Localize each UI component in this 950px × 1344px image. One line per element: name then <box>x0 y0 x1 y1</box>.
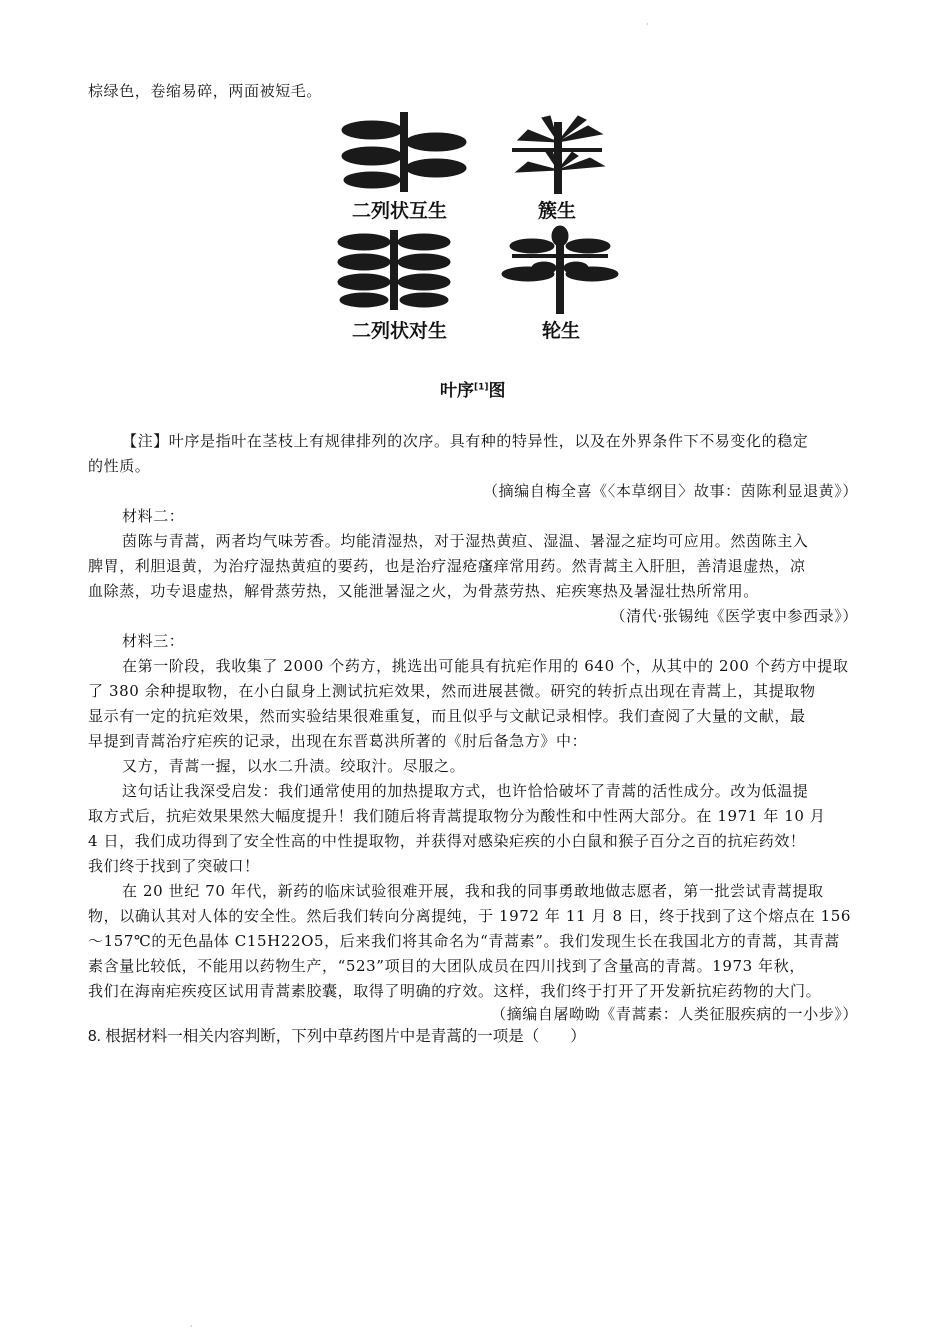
material3-p4-line: 素含量比较低，不能用以药物生产，“523”项目的大团队成员在四川找到了含量高的青蒿。1973 年秋， <box>88 957 805 975</box>
material2-title: 材料二： <box>122 507 185 525</box>
material3-p1-line: 在第一阶段，我收集了 2000 个药方，挑选出可能具有抗疟作用的 640 个，从其中的 200 个药方中提取 <box>122 657 849 675</box>
whorled-drawing <box>502 226 618 314</box>
material3-p3-line: 取方式后，抗疟效果果然大幅度提升！我们随后将青蒿提取物分为酸性和中性两大部分。在 1971 年 10 月 <box>88 807 826 825</box>
scan-dot: · <box>646 20 649 29</box>
material2-line: 茵陈与青蒿，两者均气味芳香。均能清湿热，对于湿热黄疸、湿温、暑湿之症均可应用。然茵陈主入 <box>122 532 809 550</box>
material2-line: 脾胃，利胆退黄，为治疗湿热黄疸的要药，也是治疗湿疮瘙痒常用药。然青蒿主入肝胆，善清退虚热，凉 <box>88 557 806 575</box>
label-opposite-distichous: 二列状对生 <box>352 320 448 342</box>
material3-p1-line: 早提到青蒿治疗疟疾的记录，出现在东晋葛洪所著的《肘后备急方》中： <box>88 732 588 750</box>
material3-p2: 又方，青蒿一握，以水二升渍。绞取汁。尽服之。 <box>122 757 466 775</box>
material3-p3-line: 这句话让我深受启发：我们通常使用的加热提取方式，也许恰恰破坏了青蒿的活性成分。改为低温提 <box>122 782 809 800</box>
note-line-1: 【注】叶序是指叶在茎枝上有规律排列的次序。具有种的特异性，以及在外界条件下不易变化的稳定 <box>122 432 809 450</box>
caption-end: 图 <box>488 381 506 401</box>
top-line: 棕绿色，卷缩易碎，两面被短毛。 <box>88 82 323 100</box>
opposite-distichous-drawing <box>338 230 450 310</box>
leaf-arrangement-figure <box>332 112 622 412</box>
note-line-2: 的性质。 <box>88 457 151 475</box>
material2-source: （清代·张锡纯《医学衷中参西录》） <box>610 607 858 625</box>
question-8: 8. 根据材料一相关内容判断，下列中草药图片中是青蒿的一项是（ ） <box>88 1028 586 1045</box>
material3-title: 材料三： <box>122 632 185 650</box>
material3-p4-line: 在 20 世纪 70 年代，新药的临床试验很难开展，我和我的同事勇敢地做志愿者，第一批尝试青蒿提取 <box>122 882 824 900</box>
caption-main: 叶序 <box>440 381 474 401</box>
label-alternate-distichous: 二列状互生 <box>352 200 448 222</box>
scan-dot: · <box>190 1322 193 1331</box>
material3-p1-line: 了 380 余种提取物，在小白鼠身上测试抗疟效果，然而进展甚微。研究的转折点出现在青蒿上，其提取物 <box>88 682 816 700</box>
label-fascicled: 簇生 <box>538 200 577 222</box>
material3-p4-line: ～157℃的无色晶体 C15H22O5，后来我们将其命名为“青蒿素”。我们发现生长在我国北方的青蒿，其青蒿 <box>88 932 840 950</box>
figure-caption <box>440 376 506 401</box>
material3-p4-line: 物，以确认其对人体的安全性。然后我们转向分离提纯，于 1972 年 11 月 8 日，终于找到了这个熔点在 156 <box>88 907 852 925</box>
material3-p3-line: 我们终于找到了突破口！ <box>88 857 260 875</box>
alternate-distichous-drawing <box>342 112 466 192</box>
note-source: （摘编自梅全喜《〈本草纲目〉故事：茵陈利显退黄》） <box>482 482 858 500</box>
material3-p1-line: 显示有一定的抗疟效果，然而实验结果很难重复，而且似乎与文献记录相悖。我们查阅了大量的文献，最 <box>88 707 806 725</box>
material2-line: 血除蒸，功专退虚热，解骨蒸劳热，又能泄暑湿之火，为骨蒸劳热、疟疾寒热及暑湿壮热所常用。 <box>88 582 759 600</box>
fascicled-drawing <box>512 116 604 194</box>
material3-p4-line: 我们在海南疟疾疫区试用青蒿素胶囊，取得了明确的疗效。这样，我们终于打开了开发新抗疟药物的大门。 <box>88 982 822 1000</box>
label-whorled: 轮生 <box>542 320 581 342</box>
material3-p3-line: 4 日，我们成功得到了安全性高的中性提取物，并获得对感染疟疾的小白鼠和猴子百分之百的抗疟药效！ <box>88 832 806 850</box>
caption-footnote-mark: [1] <box>474 382 489 393</box>
material3-source: （摘编自屠呦呦《青蒿素：人类征服疾病的一小步》） <box>491 1005 858 1023</box>
